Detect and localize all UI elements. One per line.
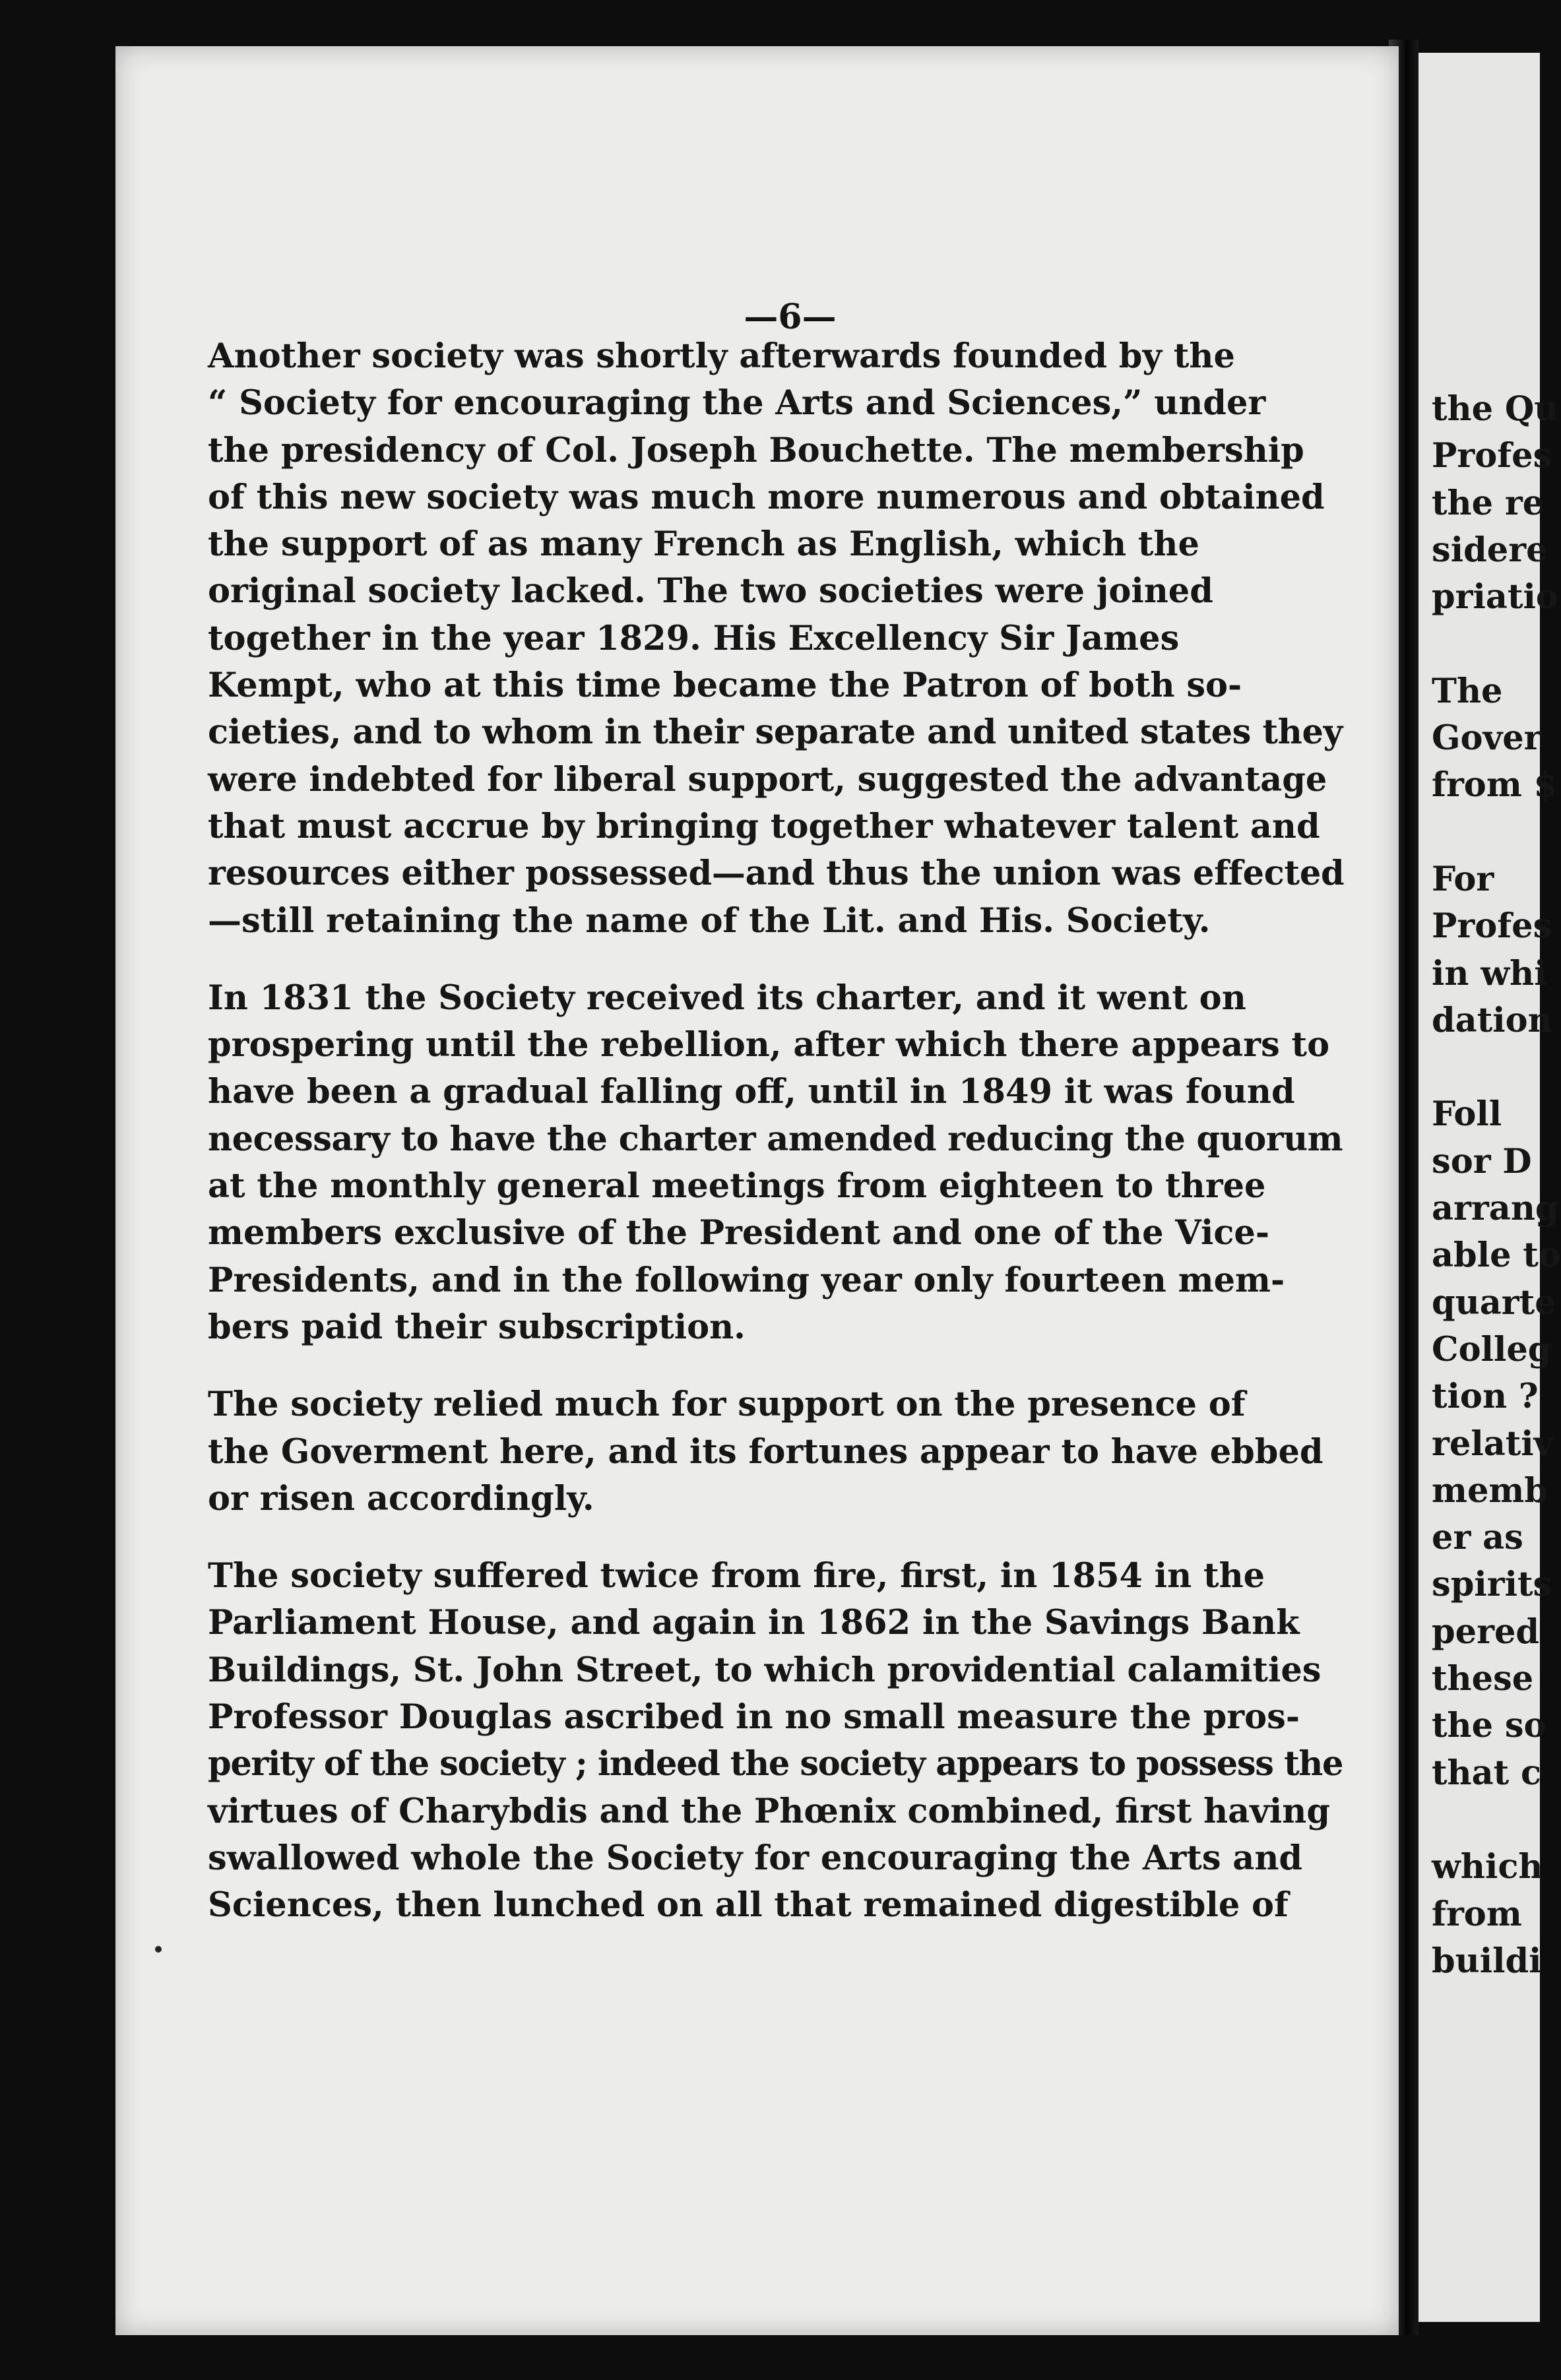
text-line: Professor Douglas ascribed in no small measure the pros-: [208, 1697, 1300, 1738]
text-line: members exclusive of the President and one of the Vice-: [208, 1213, 1270, 1253]
text-line: at the monthly general meetings from eighteen to three: [208, 1166, 1266, 1206]
ink-speck: [155, 1946, 162, 1953]
text-line: virtues of Charybdis and the Phœnix combined, first having: [208, 1791, 1330, 1831]
page-number: —6—: [744, 297, 837, 337]
text-line: Kempt, who at this time became the Patron of both so-: [208, 666, 1242, 706]
text-line: original society lacked. The two societies were joined: [208, 571, 1213, 611]
text-line: swallowed whole the Society for encouraging the Arts and: [208, 1838, 1303, 1878]
text-line: Parliament House, and again in 1862 in the Savings Bank: [208, 1603, 1300, 1643]
text-line: together in the year 1829. His Excellency Sir James: [208, 618, 1180, 658]
facing-text-fragment: [1432, 1797, 1561, 1844]
text-line: necessary to have the charter amended reducing the quorum: [208, 1119, 1343, 1159]
paragraph: [208, 1553, 1343, 1929]
facing-text-fragment: from: [1432, 1894, 1522, 1934]
text-line: bers paid their subscription.: [208, 1307, 746, 1347]
text-line: or risen accordingly.: [208, 1478, 594, 1519]
text-line: Buildings, St. John Street, to which providential calamities: [208, 1650, 1322, 1690]
facing-text-fragment: quarte: [1432, 1282, 1556, 1323]
facing-text-fragment: the Qu: [1432, 389, 1559, 429]
facing-text-fragment: pered: [1432, 1612, 1540, 1652]
text-line: —still retaining the name of the Lit. and His. Society.: [208, 900, 1211, 941]
text-line: were indebted for liberal support, suggested the advantage: [208, 759, 1327, 799]
facing-text-fragment: Profes: [1432, 906, 1552, 947]
facing-text-fragment: Profes: [1432, 436, 1552, 476]
facing-page: [1418, 53, 1561, 2322]
facing-text-fragment: memb: [1432, 1470, 1548, 1511]
facing-text-fragment: dation: [1432, 1000, 1552, 1040]
text-line: cieties, and to whom in their separate and united states they: [208, 712, 1343, 753]
text-line: Another society was shortly afterwards founded by the: [208, 336, 1235, 376]
facing-text-fragment: [1432, 1044, 1561, 1091]
facing-text-fragment: from $: [1432, 765, 1558, 805]
paragraph-gap: [208, 945, 1343, 975]
page-body: [208, 333, 1343, 1929]
text-line: the Goverment here, and its fortunes appear to have ebbed: [208, 1431, 1323, 1472]
facing-text-fragment: [1432, 621, 1561, 668]
facing-text-fragment: sor D: [1432, 1141, 1532, 1181]
facing-text-fragment: Foll: [1432, 1094, 1502, 1135]
facing-text-fragment: able to: [1432, 1236, 1561, 1276]
facing-text-fragment: The: [1432, 671, 1503, 711]
text-line: In 1831 the Society received its charter, and it went on: [208, 978, 1246, 1018]
text-line: Presidents, and in the following year only fourteen mem-: [208, 1260, 1285, 1300]
facing-text-fragment: tion ?: [1432, 1377, 1539, 1417]
facing-text-fragment: in whi: [1432, 953, 1547, 993]
facing-text-fragment: buildi: [1432, 1941, 1542, 1981]
facing-text-fragment: Colleg: [1432, 1329, 1552, 1369]
facing-text-fragment: [1432, 809, 1561, 856]
facing-text-fragment: spirits: [1432, 1565, 1552, 1605]
paragraph-gap: [208, 1351, 1343, 1381]
facing-text-fragment: relativ: [1432, 1424, 1554, 1464]
facing-text-fragment: sidere: [1432, 530, 1548, 570]
text-line: resources either possessed—and thus the union was effected: [208, 854, 1345, 894]
facing-text-fragment: that c: [1432, 1753, 1542, 1793]
text-line: “ Society for encouraging the Arts and Sciences,” under: [208, 383, 1266, 423]
text-line: that must accrue by bringing together whatever talent and: [208, 806, 1320, 846]
paragraph: [208, 333, 1343, 945]
facing-page-text: [1432, 386, 1561, 1985]
text-line: The society suffered twice from fire, first, in 1854 in the: [208, 1556, 1265, 1596]
facing-text-fragment: arrang: [1432, 1189, 1559, 1229]
text-line: The society relied much for support on the presence of: [208, 1385, 1246, 1425]
text-line: of this new society was much more numerous and obtained: [208, 477, 1325, 517]
paragraph-gap: [208, 1522, 1343, 1553]
text-line: prospering until the rebellion, after which there appears to: [208, 1025, 1330, 1065]
facing-text-fragment: which: [1432, 1847, 1543, 1887]
facing-text-fragment: er as: [1432, 1518, 1523, 1558]
text-line: the presidency of Col. Joseph Bouchette. The membership: [208, 430, 1304, 470]
facing-text-fragment: the re: [1432, 483, 1545, 523]
facing-text-fragment: priatio: [1432, 577, 1558, 617]
paragraph: [208, 975, 1343, 1351]
paragraph: [208, 1381, 1343, 1522]
text-line: Sciences, then lunched on all that remained digestible of: [208, 1885, 1289, 1926]
facing-text-fragment: Gover: [1432, 718, 1542, 759]
facing-text-fragment: the so: [1432, 1706, 1546, 1746]
facing-text-fragment: For: [1432, 859, 1494, 899]
facing-text-fragment: these: [1432, 1659, 1534, 1699]
text-line: have been a gradual falling off, until in 1849 it was found: [208, 1072, 1295, 1112]
text-line: perity of the society ; indeed the society appears to possess the: [208, 1744, 1343, 1784]
text-line: the support of as many French as English, which the: [208, 524, 1199, 565]
